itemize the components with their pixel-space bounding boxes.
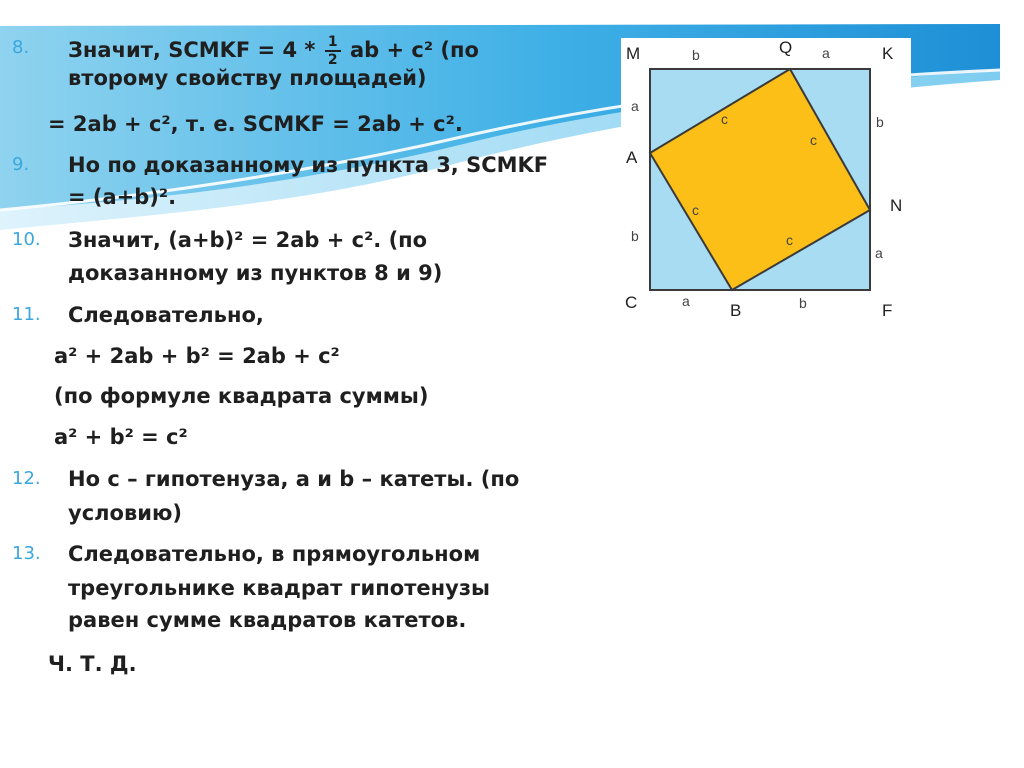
item-8-line-2: второму свойству площадей) <box>68 66 427 90</box>
vertex-label-k: K <box>882 44 894 63</box>
hypotenuse-label: c <box>786 232 793 248</box>
side-label: b <box>799 295 807 311</box>
item-13-line-1: Следовательно, в прямоугольном <box>68 542 481 566</box>
pythagoras-square-diagram <box>621 38 911 328</box>
fraction-numerator: 1 <box>327 34 338 50</box>
item-12-line-2: условию) <box>68 501 182 525</box>
item-number: 11. <box>12 304 41 325</box>
formula-note: (по формуле квадрата суммы) <box>54 384 429 408</box>
item-9-line-2: = (a+b)². <box>68 185 177 209</box>
item-8-continuation: = 2ab + c², т. е. SCMKF = 2ab + c². <box>48 112 463 136</box>
item-8-text-a: Значит, SCMKF = 4 * <box>68 38 316 62</box>
item-8-text-b: ab + c² (по <box>350 38 479 62</box>
vertex-label-q: Q <box>779 38 793 57</box>
item-number: 9. <box>12 154 30 175</box>
item-number: 12. <box>12 468 41 489</box>
vertex-label-b: B <box>730 301 742 320</box>
item-10-line-2: доказанному из пунктов 8 и 9) <box>68 261 443 285</box>
item-12-line-1: Но c – гипотенуза, a и b – катеты. (по <box>68 467 520 491</box>
side-label: b <box>692 47 700 63</box>
item-11-line-1: Следовательно, <box>68 303 264 327</box>
vertex-label-m: M <box>626 44 641 63</box>
vertex-label-c: C <box>625 293 638 312</box>
hypotenuse-label: c <box>692 202 699 218</box>
item-13-line-2: треугольнике квадрат гипотенузы <box>68 576 491 600</box>
item-9-line-1: Но по доказанному из пункта 3, SCMKF <box>68 153 549 177</box>
side-label: b <box>876 114 884 130</box>
item-10-line-1: Значит, (a+b)² = 2ab + c². (по <box>68 228 428 252</box>
pythagorean-result: a² + b² = c² <box>54 425 188 449</box>
equation-expanded: a² + 2ab + b² = 2ab + c² <box>54 344 340 368</box>
side-label: a <box>631 98 639 114</box>
side-label: a <box>682 293 690 309</box>
hypotenuse-label: c <box>721 111 728 127</box>
item-8-line-1 <box>68 35 479 67</box>
item-number: 10. <box>12 229 41 250</box>
item-number: 8. <box>12 37 30 58</box>
side-label: b <box>631 228 639 244</box>
side-label: a <box>822 45 830 61</box>
fraction-one-half <box>325 35 341 67</box>
item-13-line-3: равен сумме квадратов катетов. <box>68 608 467 632</box>
vertex-label-n: N <box>890 196 903 215</box>
qed-mark: Ч. Т. Д. <box>48 652 137 676</box>
side-label: a <box>875 245 883 261</box>
item-number: 13. <box>12 543 41 564</box>
hypotenuse-label: c <box>810 132 817 148</box>
vertex-label-f: F <box>882 301 893 320</box>
vertex-label-a: A <box>626 148 638 167</box>
fraction-denominator: 2 <box>327 52 338 68</box>
